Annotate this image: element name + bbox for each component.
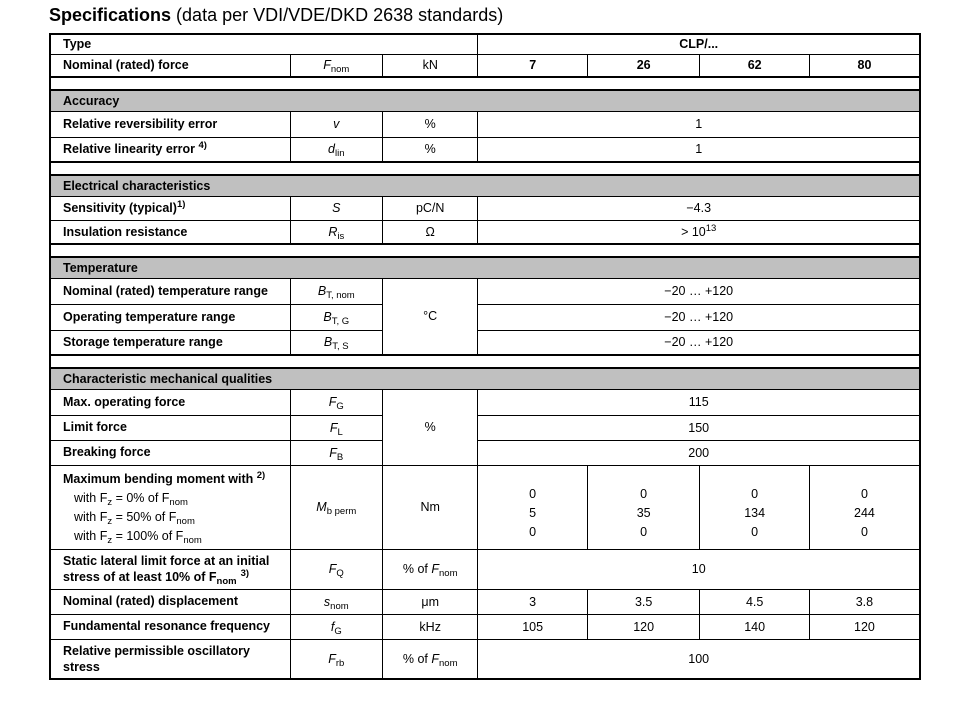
symbol-sub: nom — [330, 600, 349, 612]
symbol-v — [290, 111, 382, 137]
bending-condition-1 — [51, 508, 290, 527]
specifications-table — [49, 33, 921, 680]
value-max-operating-force: 115 — [478, 389, 919, 415]
row-label-resonance: Fundamental resonance frequency — [51, 614, 290, 639]
symbol-bt-nom — [290, 278, 382, 304]
section-accuracy — [51, 89, 919, 163]
row-label-linearity — [51, 137, 290, 162]
value-limit-force: 150 — [478, 415, 919, 440]
bending-moment-title — [51, 470, 290, 489]
series-label: CLP/... — [478, 34, 919, 54]
unit-percent: % — [382, 111, 477, 137]
unit-text: % of — [402, 562, 432, 576]
section-mechanical — [51, 367, 919, 680]
value-bending-col-4 — [809, 465, 919, 549]
symbol-fq — [290, 549, 382, 589]
section-title-electrical: Electrical characteristics — [51, 175, 919, 196]
cond-sub: nom — [176, 515, 195, 527]
unit-sub: nom — [439, 657, 458, 669]
row-label-insulation: Insulation resistance — [51, 220, 290, 244]
cond-text: with F — [74, 528, 108, 543]
symbol-sub: G — [336, 401, 344, 412]
symbol-main: d — [328, 142, 335, 157]
symbol-s — [290, 196, 382, 220]
bend-value: 0 — [529, 524, 537, 539]
bend-value: 5 — [529, 505, 537, 520]
section-title-temperature: Temperature — [51, 257, 919, 278]
value-bending-col-3 — [700, 465, 809, 549]
value-displacement-4: 3.8 — [809, 589, 919, 614]
section-title-accuracy: Accuracy — [51, 90, 919, 111]
unit-sub: nom — [439, 568, 458, 579]
row-label-temp-operating: Operating temperature range — [51, 304, 290, 330]
symbol-sub: lin — [335, 148, 345, 160]
value-reversibility: 1 — [478, 111, 919, 137]
symbol-main: B — [323, 335, 333, 350]
value-text: > 10 — [681, 224, 706, 239]
bending-condition-0 — [51, 489, 290, 508]
model-col-2: 26 — [587, 54, 700, 77]
row-label-bending-moment — [51, 465, 290, 549]
cond-text: = 50% of F — [112, 509, 177, 524]
symbol-main: B — [317, 284, 327, 298]
label-sub: nom — [216, 576, 237, 587]
symbol-main: R — [328, 224, 338, 239]
bend-value: 0 — [751, 486, 759, 501]
section-gap — [51, 163, 919, 174]
unit-percent-of-fnom — [382, 549, 477, 589]
unit-percent: % — [382, 137, 477, 162]
value-resonance-2: 120 — [587, 614, 700, 639]
footnote-4: 4) — [198, 140, 207, 152]
bend-value: 0 — [640, 524, 648, 539]
section-electrical — [51, 174, 919, 245]
unit-um: μm — [382, 589, 477, 614]
value-temp-operating: −20 … +120 — [478, 304, 919, 330]
cond-text: with F — [74, 490, 108, 505]
value-resonance-1: 105 — [478, 614, 587, 639]
symbol-bt-g — [290, 304, 382, 330]
row-label-reversibility: Relative reversibility error — [51, 111, 290, 137]
bend-value: 134 — [744, 505, 766, 520]
row-label-limit-force: Limit force — [51, 415, 290, 440]
row-label-temp-nominal: Nominal (rated) temperature range — [51, 278, 290, 304]
symbol-ris — [290, 220, 382, 244]
unit-nm: Nm — [382, 465, 477, 549]
value-bending-col-1 — [478, 465, 587, 549]
unit-celsius: °C — [382, 278, 477, 355]
symbol-main: S — [332, 201, 341, 215]
symbol-sub: b perm — [326, 506, 357, 517]
cond-text: with F — [74, 509, 108, 524]
bending-condition-2 — [51, 527, 290, 546]
cond-sub: nom — [183, 534, 202, 546]
unit-khz: kHz — [382, 614, 477, 639]
value-displacement-2: 3.5 — [587, 589, 700, 614]
value-displacement-1: 3 — [478, 589, 587, 614]
symbol-main: f — [330, 619, 335, 634]
row-label-temp-storage: Storage temperature range — [51, 330, 290, 355]
label-text: Static lateral limit force at an initial stress of at least 10% of F — [63, 553, 270, 584]
cond-sub: nom — [169, 496, 188, 508]
section-gap — [51, 356, 919, 367]
value-linearity: 1 — [478, 137, 919, 162]
unit-symbol: F — [431, 651, 440, 666]
model-col-4: 80 — [809, 54, 919, 77]
symbol-main: F — [329, 445, 337, 460]
symbol-sub: G — [334, 625, 342, 637]
unit-percent-of-fnom — [382, 639, 477, 679]
symbol-sub: B — [336, 451, 344, 463]
symbol-main: M — [316, 500, 327, 514]
footnote-2: 2) — [256, 469, 266, 481]
value-breaking-force: 200 — [478, 440, 919, 465]
section-gap — [51, 78, 919, 89]
label-text: Relative linearity error — [63, 142, 199, 157]
unit-pcn: pC/N — [382, 196, 477, 220]
symbol-main: F — [328, 395, 337, 409]
value-sensitivity: −4.3 — [478, 196, 919, 220]
value-bending-col-2 — [587, 465, 700, 549]
value-temp-storage: −20 … +120 — [478, 330, 919, 355]
symbol-dlin — [290, 137, 382, 162]
symbol-main: s — [323, 594, 331, 609]
section-temperature — [51, 256, 919, 356]
cond-text: = 100% of F — [112, 528, 184, 543]
unit-symbol: F — [431, 562, 440, 576]
symbol-main: F — [328, 562, 337, 576]
cond-sub: z — [107, 515, 113, 527]
bend-value: 0 — [860, 486, 868, 501]
unit-text: % of — [402, 651, 432, 666]
symbol-fg — [290, 389, 382, 415]
value-resonance-3: 140 — [700, 614, 809, 639]
title-main: Specifications — [49, 5, 172, 25]
symbol-main: F — [328, 651, 336, 666]
value-resonance-4: 120 — [809, 614, 919, 639]
symbol-sub: T, G — [331, 316, 350, 327]
symbol-fb — [290, 440, 382, 465]
unit-ohm: Ω — [382, 220, 477, 244]
title-suffix: (data per VDI/VDE/DKD 2638 standards) — [171, 5, 504, 25]
symbol-mbperm — [290, 465, 382, 549]
row-label-max-operating-force: Max. operating force — [51, 389, 290, 415]
row-label-nominal-force: Nominal (rated) force — [51, 54, 290, 77]
page-title — [49, 5, 973, 26]
type-label: Type — [51, 34, 478, 54]
symbol-main: v — [333, 117, 340, 131]
symbol-sub: is — [337, 230, 345, 242]
section-gap — [51, 245, 919, 256]
bend-value: 0 — [860, 524, 868, 539]
value-displacement-3: 4.5 — [700, 589, 809, 614]
section-type — [51, 33, 919, 78]
row-label-breaking-force: Breaking force — [51, 440, 290, 465]
value-exponent: 13 — [705, 222, 717, 234]
symbol-fg-freq — [290, 614, 382, 639]
bend-value: 244 — [854, 505, 875, 520]
bend-value: 0 — [640, 486, 648, 501]
label-text: Sensitivity (typical) — [63, 200, 177, 215]
section-title-mechanical: Characteristic mechanical qualities — [51, 368, 919, 389]
symbol-sub: L — [337, 426, 343, 438]
value-temp-nominal: −20 … +120 — [478, 278, 919, 304]
model-col-1: 7 — [478, 54, 587, 77]
symbol-fl — [290, 415, 382, 440]
row-label-oscillatory: Relative permissible oscillatory stress — [51, 639, 290, 679]
symbol-snom — [290, 589, 382, 614]
symbol-sub: rb — [335, 657, 345, 669]
label-text: Maximum bending moment with — [63, 471, 257, 486]
value-insulation — [478, 220, 919, 244]
row-label-static-lateral — [51, 549, 290, 589]
symbol-main: B — [323, 310, 332, 324]
unit-percent: % — [382, 389, 477, 465]
model-col-3: 62 — [700, 54, 809, 77]
symbol-sub: T, nom — [326, 290, 355, 301]
cond-text: = 0% of F — [112, 490, 170, 505]
value-static-lateral: 10 — [478, 549, 919, 589]
symbol-sub: Q — [336, 568, 344, 579]
cond-sub: z — [107, 534, 113, 546]
symbol-main: F — [323, 58, 331, 73]
footnote-3: 3) — [240, 568, 250, 579]
symbol-bt-s — [290, 330, 382, 355]
value-oscillatory: 100 — [478, 639, 919, 679]
footnote-1: 1) — [176, 198, 186, 210]
symbol-frb — [290, 639, 382, 679]
bend-value: 0 — [751, 524, 759, 539]
bend-value: 0 — [529, 486, 537, 501]
cond-sub: z — [107, 496, 113, 508]
unit-kn: kN — [382, 54, 477, 77]
row-label-sensitivity — [51, 196, 290, 220]
symbol-fnom — [290, 54, 382, 77]
symbol-main: F — [329, 420, 338, 435]
symbol-sub: nom — [330, 64, 350, 76]
symbol-sub: T, S — [332, 341, 349, 353]
row-label-displacement: Nominal (rated) displacement — [51, 589, 290, 614]
bend-value: 35 — [636, 505, 651, 520]
